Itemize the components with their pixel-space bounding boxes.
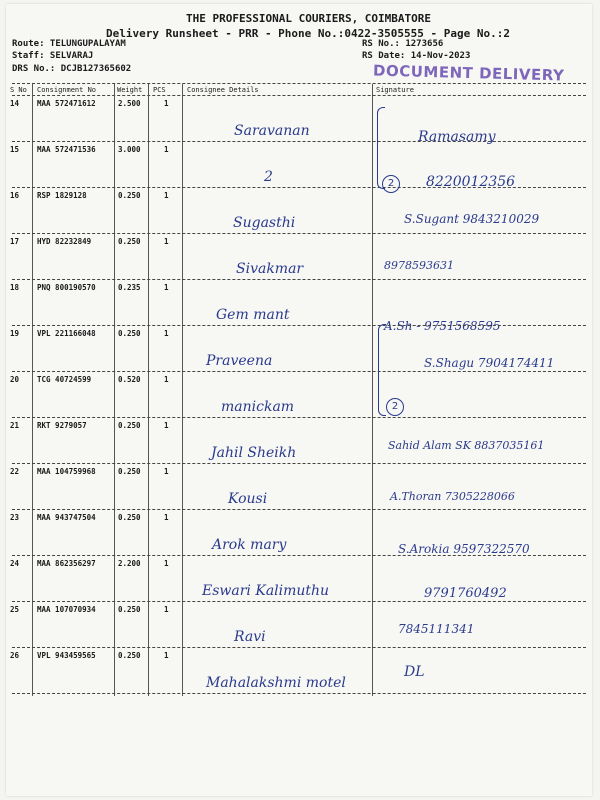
cell-sno: 25 bbox=[10, 605, 20, 614]
handwritten-consignee: Sugasthi bbox=[233, 215, 296, 231]
row-divider bbox=[12, 279, 586, 280]
col-sno: S No bbox=[10, 86, 27, 94]
row-divider bbox=[12, 371, 586, 372]
cell-weight: 0.250 bbox=[118, 421, 141, 430]
handwritten-signature: S.Arokia 9597322570 bbox=[398, 542, 530, 556]
cell-consignment: RSP 1829128 bbox=[37, 191, 87, 200]
cell-pcs: 1 bbox=[164, 191, 169, 200]
handwritten-signature: Ramasamy bbox=[418, 129, 496, 145]
handwritten-signature: 8978593631 bbox=[384, 259, 454, 272]
cell-pcs: 1 bbox=[164, 559, 169, 568]
columns-divider bbox=[12, 95, 586, 96]
col-pcs: PCS bbox=[153, 86, 166, 94]
cell-pcs: 1 bbox=[164, 99, 169, 108]
grouping-bracket bbox=[378, 324, 386, 416]
handwritten-consignee: Sivakmar bbox=[236, 261, 304, 277]
handwritten-consignee: 2 bbox=[264, 169, 273, 185]
cell-consignment: TCG 40724599 bbox=[37, 375, 92, 384]
circled-two-mark: 2 bbox=[386, 398, 404, 416]
cell-sno: 23 bbox=[10, 513, 20, 522]
cell-weight: 0.250 bbox=[118, 191, 141, 200]
company-name: THE PROFESSIONAL COURIERS, COIMBATORE bbox=[186, 12, 432, 25]
header-divider bbox=[12, 83, 586, 84]
cell-consignment: HYD 82232849 bbox=[37, 237, 92, 246]
cell-pcs: 1 bbox=[164, 421, 169, 430]
col-signature: Signature bbox=[376, 86, 414, 94]
cell-sno: 15 bbox=[10, 145, 20, 154]
cell-pcs: 1 bbox=[164, 467, 169, 476]
cell-sno: 22 bbox=[10, 467, 20, 476]
cell-sno: 21 bbox=[10, 421, 20, 430]
column-rule bbox=[32, 84, 33, 696]
row-divider bbox=[12, 509, 586, 510]
cell-sno: 18 bbox=[10, 283, 20, 292]
cell-consignment: VPL 943459565 bbox=[37, 651, 96, 660]
cell-pcs: 1 bbox=[164, 145, 169, 154]
cell-weight: 3.000 bbox=[118, 145, 141, 154]
handwritten-signature: 7845111341 bbox=[398, 622, 475, 636]
handwritten-signature: A.Thoran 7305228066 bbox=[390, 490, 515, 503]
handwritten-consignee: Mahalakshmi motel bbox=[206, 675, 346, 691]
handwritten-consignee: manickam bbox=[221, 399, 295, 415]
column-rule bbox=[114, 84, 115, 696]
row-divider bbox=[12, 233, 586, 234]
cell-sno: 20 bbox=[10, 375, 20, 384]
cell-weight: 0.250 bbox=[118, 605, 141, 614]
cell-weight: 0.250 bbox=[118, 513, 141, 522]
handwritten-consignee: Ravi bbox=[234, 629, 266, 645]
cell-sno: 24 bbox=[10, 559, 20, 568]
cell-consignment: MAA 107070934 bbox=[37, 605, 96, 614]
handwritten-consignee: Arok mary bbox=[212, 537, 287, 553]
cell-weight: 0.250 bbox=[118, 329, 141, 338]
cell-pcs: 1 bbox=[164, 237, 169, 246]
staff-label: Staff: SELVARAJ bbox=[12, 51, 94, 61]
runsheet-page bbox=[6, 4, 592, 796]
row-divider bbox=[12, 141, 586, 142]
cell-weight: 2.200 bbox=[118, 559, 141, 568]
cell-pcs: 1 bbox=[164, 513, 169, 522]
col-weight: Weight bbox=[117, 86, 143, 94]
handwritten-signature: S.Sugant 9843210029 bbox=[404, 212, 540, 226]
column-rule bbox=[182, 84, 183, 696]
cell-pcs: 1 bbox=[164, 283, 169, 292]
cell-consignment: MAA 943747504 bbox=[37, 513, 96, 522]
handwritten-consignee: Eswari Kalimuthu bbox=[202, 583, 330, 599]
cell-weight: 2.500 bbox=[118, 99, 141, 108]
cell-consignment: VPL 221166048 bbox=[37, 329, 96, 338]
col-consignment: Consignment No bbox=[37, 86, 97, 94]
handwritten-signature: S.Shagu 7904174411 bbox=[424, 356, 555, 370]
cell-pcs: 1 bbox=[164, 605, 169, 614]
cell-consignment: RKT 9279057 bbox=[37, 421, 87, 430]
cell-pcs: 1 bbox=[164, 375, 169, 384]
cell-sno: 26 bbox=[10, 651, 20, 660]
row-divider bbox=[12, 601, 586, 602]
cell-sno: 19 bbox=[10, 329, 20, 338]
handwritten-consignee: Praveena bbox=[206, 353, 273, 369]
column-rule bbox=[148, 84, 149, 696]
cell-consignment: MAA 104759968 bbox=[37, 467, 96, 476]
handwritten-signature: 9791760492 bbox=[424, 586, 507, 601]
handwritten-signature: A.Sh - 9751568595 bbox=[384, 319, 501, 333]
cell-weight: 0.250 bbox=[118, 651, 141, 660]
cell-consignment: MAA 862356297 bbox=[37, 559, 96, 568]
row-divider bbox=[12, 647, 586, 648]
rs-date: RS Date: 14-Nov-2023 bbox=[362, 51, 471, 61]
rs-no: RS No.: 1273656 bbox=[362, 39, 444, 49]
row-divider bbox=[12, 463, 586, 464]
handwritten-consignee: Gem mant bbox=[216, 307, 290, 323]
cell-sno: 14 bbox=[10, 99, 20, 108]
cell-weight: 0.235 bbox=[118, 283, 141, 292]
handwritten-consignee: Saravanan bbox=[234, 123, 310, 139]
row-divider bbox=[12, 555, 586, 556]
cell-pcs: 1 bbox=[164, 651, 169, 660]
cell-sno: 17 bbox=[10, 237, 20, 246]
drs-label: DRS No.: DCJB127365602 bbox=[12, 64, 132, 74]
handwritten-signature: Sahid Alam SK 8837035161 bbox=[388, 439, 545, 452]
row-divider bbox=[12, 325, 586, 326]
handwritten-consignee: Kousi bbox=[228, 491, 268, 507]
cell-weight: 0.250 bbox=[118, 467, 141, 476]
handwritten-signature: DL bbox=[404, 664, 425, 680]
row-divider bbox=[12, 693, 586, 694]
cell-consignment: PNQ 800190570 bbox=[37, 283, 96, 292]
row-divider bbox=[12, 187, 586, 188]
cell-sno: 16 bbox=[10, 191, 20, 200]
column-rule bbox=[372, 84, 373, 696]
document-delivery-stamp: DOCUMENT DELIVERY bbox=[372, 61, 565, 85]
circled-two-mark: 2 bbox=[382, 175, 400, 193]
cell-weight: 0.520 bbox=[118, 375, 141, 384]
handwritten-signature: 8220012356 bbox=[426, 174, 516, 190]
cell-weight: 0.250 bbox=[118, 237, 141, 246]
route-label: Route: TELUNGUPALAYAM bbox=[12, 39, 126, 49]
col-consignee: Consignee Details bbox=[187, 86, 259, 94]
row-divider bbox=[12, 417, 586, 418]
runsheet-title: Delivery Runsheet - PRR - Phone No.:0422-3505555 - Page No.:2 bbox=[106, 27, 510, 40]
handwritten-consignee: Jahil Sheikh bbox=[211, 445, 297, 461]
cell-pcs: 1 bbox=[164, 329, 169, 338]
cell-consignment: MAA 572471612 bbox=[37, 99, 96, 108]
cell-consignment: MAA 572471536 bbox=[37, 145, 96, 154]
